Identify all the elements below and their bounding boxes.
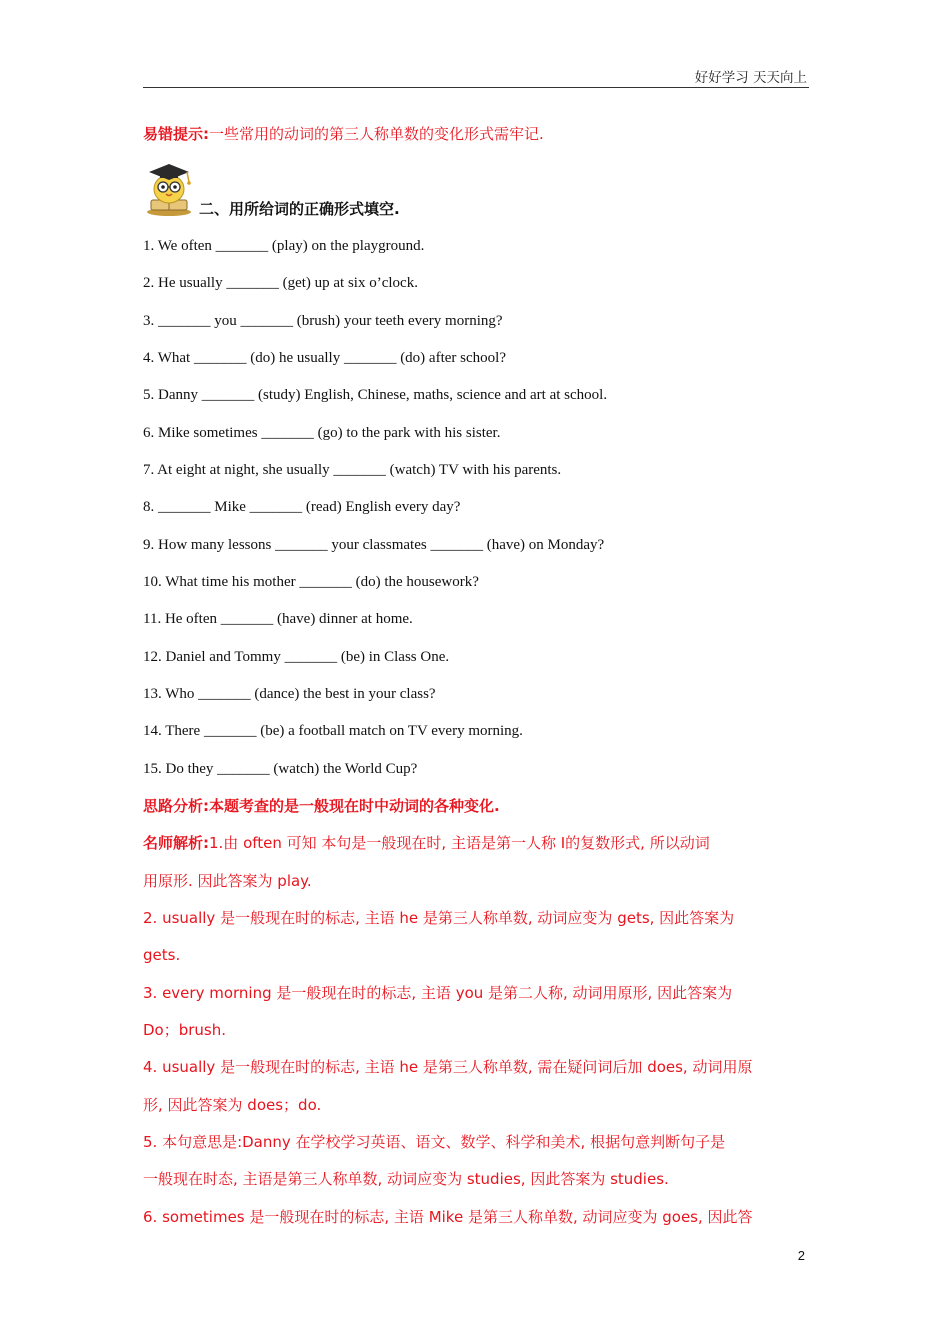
question-13: 13. Who _______ (dance) the best in your class? bbox=[143, 686, 436, 702]
section-title: 二、用所给词的正确形式填空. bbox=[199, 200, 400, 218]
question-11: 11. He often _______ (have) dinner at home. bbox=[143, 611, 413, 627]
explanation-line: 4. usually 是一般现在时的标志, 主语 he 是第三人称单数, 需在疑问词后加 does, 动词用原 bbox=[143, 1058, 753, 1076]
explanation-line: Do；brush. bbox=[143, 1021, 227, 1039]
graduate-mascot-icon bbox=[143, 158, 195, 216]
explanation-line: gets. bbox=[143, 946, 181, 964]
explanation-line: 5. 本句意思是:Danny 在学校学习英语、语文、数学、科学和美术, 根据句意判断句子是 bbox=[143, 1133, 726, 1151]
question-1: 1. We often _______ (play) on the playground. bbox=[143, 238, 425, 254]
question-2: 2. He usually _______ (get) up at six o’clock. bbox=[143, 275, 418, 291]
tip-line bbox=[143, 124, 544, 145]
question-8: 8. _______ Mike _______ (read) English every day? bbox=[143, 499, 461, 515]
question-15: 15. Do they _______ (watch) the World Cup? bbox=[143, 761, 418, 777]
tip-label: 易错提示: bbox=[143, 125, 209, 143]
explanation-label: 名师解析: bbox=[143, 834, 209, 852]
explanation-text: 1.由 often 可知 本句是一般现在时, 主语是第一人称 I的复数形式, 所以动词 bbox=[209, 834, 710, 852]
analysis-text: 思路分析:本题考查的是一般现在时中动词的各种变化. bbox=[143, 797, 500, 815]
question-6: 6. Mike sometimes _______ (go) to the park with his sister. bbox=[143, 425, 501, 441]
page-number: 2 bbox=[797, 1248, 805, 1263]
header-title: 好好学习 天天向上 bbox=[694, 70, 807, 86]
question-9: 9. How many lessons _______ your classmates _______ (have) on Monday? bbox=[143, 537, 605, 553]
question-14: 14. There _______ (be) a football match on TV every morning. bbox=[143, 723, 523, 739]
question-12: 12. Daniel and Tommy _______ (be) in Class One. bbox=[143, 649, 450, 665]
explanation-line: 2. usually 是一般现在时的标志, 主语 he 是第三人称单数, 动词应变为 gets, 因此答案为 bbox=[143, 909, 735, 927]
question-7: 7. At eight at night, she usually _______ (watch) TV with his parents. bbox=[143, 462, 562, 478]
tip-text: 一些常用的动词的第三人称单数的变化形式需牢记. bbox=[209, 125, 544, 143]
question-3: 3. _______ you _______ (brush) your teeth every morning? bbox=[143, 313, 503, 329]
explanation-line: 形, 因此答案为 does；do. bbox=[143, 1096, 322, 1114]
explanation-line: 用原形. 因此答案为 play. bbox=[143, 872, 312, 890]
explanation-line: 6. sometimes 是一般现在时的标志, 主语 Mike 是第三人称单数, 动词应变为 goes, 因此答 bbox=[143, 1208, 753, 1226]
explanation-line: 3. every morning 是一般现在时的标志, 主语 you 是第二人称, 动词用原形, 因此答案为 bbox=[143, 984, 733, 1002]
question-4: 4. What _______ (do) he usually _______ (do) after school? bbox=[143, 350, 506, 366]
question-5: 5. Danny _______ (study) English, Chinese, maths, science and art at school. bbox=[143, 387, 608, 403]
question-10: 10. What time his mother _______ (do) the housework? bbox=[143, 574, 479, 590]
header-rule bbox=[143, 87, 809, 88]
explanation-line-1 bbox=[143, 833, 710, 854]
explanation-line: 一般现在时态, 主语是第三人称单数, 动词应变为 studies, 因此答案为 studies. bbox=[143, 1170, 669, 1188]
